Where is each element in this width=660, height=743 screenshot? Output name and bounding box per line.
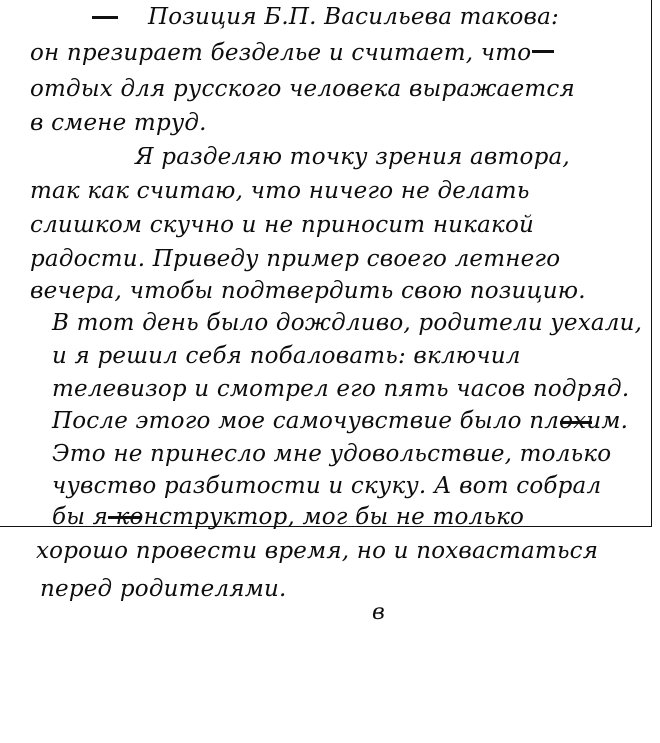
essay-line: чувство разбитости и скуку. А вот собрал [52,473,602,499]
essay-line: перед родителями. [40,576,287,602]
essay-line: радости. Приведу пример своего летнего [30,246,561,272]
essay-line: бы я конструктор, мог бы не только [52,504,525,530]
essay-line: слишком скучно и не приносит никакой [30,212,535,238]
crossed-out-word [108,516,142,519]
essay-line: Позиция Б.П. Васильева такова: [148,4,560,30]
essay-line: Я разделяю точку зрения автора, [135,144,570,170]
essay-line: телевизор и смотрел его пять часов подряд. [52,376,630,402]
essay-line: В тот день было дождливо, родители уехали, [52,310,643,336]
crossed-out-word [532,50,554,53]
essay-line: хорошо провести время, но и похвастаться [36,538,599,564]
essay-line: вечера, чтобы подтвердить свою позицию. [30,278,586,304]
crossed-out-word [560,421,592,424]
essay-line: отдых для русского человека выражается [30,76,575,102]
cut-off-handwriting-mark: в [372,600,385,625]
answer-box-right-border [651,0,652,527]
essay-line: так как считаю, что ничего не делать [30,178,530,204]
essay-line: После этого мое самочувствие было плохим. [52,408,629,434]
crossed-out-word [92,16,118,19]
essay-line: Это не принесло мне удовольствие, только [52,441,612,467]
essay-line: он презирает безделье и считает, что [30,40,532,66]
essay-line: и я решил себя побаловать: включил [52,343,521,369]
essay-line: в смене труд. [30,110,207,136]
